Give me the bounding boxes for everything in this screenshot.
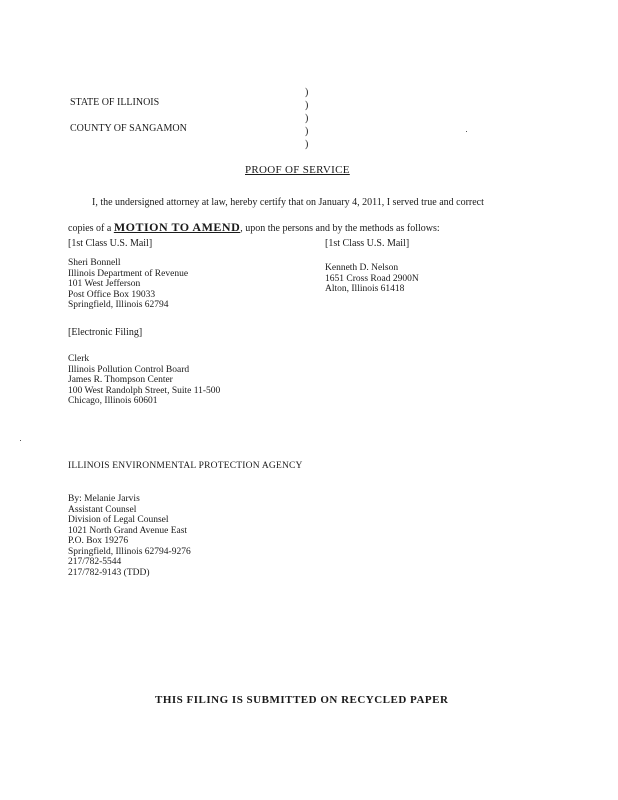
signature-line: By: Melanie Jarvis bbox=[68, 494, 140, 504]
address-line: Alton, Illinois 61418 bbox=[325, 284, 405, 294]
address-line: Chicago, Illinois 60601 bbox=[68, 396, 158, 406]
signature-line: Division of Legal Counsel bbox=[68, 515, 169, 525]
address-line: 1651 Cross Road 2900N bbox=[325, 273, 419, 284]
state-caption: STATE OF ILLINOIS bbox=[70, 97, 160, 108]
signature-line: Springfield, Illinois 62794-9276 bbox=[68, 546, 191, 557]
signature-block bbox=[68, 494, 191, 578]
certification-line-1: I, the undersigned attorney at law, hereby certify that on January 4, 2011, I served true and correct bbox=[92, 197, 484, 208]
address-line: Sheri Bonnell bbox=[68, 258, 121, 268]
county-caption: COUNTY OF SANGAMON bbox=[70, 123, 187, 134]
address-line: Clerk bbox=[68, 354, 90, 364]
signature-line: 217/782-9143 (TDD) bbox=[68, 567, 150, 578]
signature-line: 1021 North Grand Avenue East bbox=[68, 525, 188, 536]
signature-line: Assistant Counsel bbox=[68, 504, 137, 515]
address-line: Post Office Box 19033 bbox=[68, 289, 156, 300]
agency-name: ILLINOIS ENVIRONMENTAL PROTECTION AGENCY bbox=[68, 461, 303, 471]
caption-paren: ) bbox=[305, 113, 309, 124]
caption-paren: ) bbox=[305, 126, 309, 137]
signature-line: P.O. Box 19276 bbox=[68, 536, 129, 546]
address-line: Illinois Pollution Control Board bbox=[68, 364, 190, 375]
address-line: James R. Thompson Center bbox=[68, 375, 173, 385]
motion-title: MOTION TO AMEND bbox=[113, 220, 241, 234]
address-line: 101 West Jefferson bbox=[68, 279, 141, 289]
caption-paren: ) bbox=[305, 100, 309, 111]
service-method-left: [1st Class U.S. Mail] bbox=[68, 238, 153, 249]
certification-prefix: copies of a bbox=[68, 223, 112, 234]
recycled-paper-notice: THIS FILING IS SUBMITTED ON RECYCLED PAPER bbox=[155, 694, 449, 706]
document-title: PROOF OF SERVICE bbox=[245, 164, 350, 176]
address-line: Springfield, Illinois 62794 bbox=[68, 300, 169, 310]
caption-paren: ) bbox=[305, 139, 309, 150]
scan-speck bbox=[20, 440, 21, 441]
service-method-electronic: [Electronic Filing] bbox=[68, 327, 143, 338]
scan-speck bbox=[466, 131, 467, 132]
address-line: Illinois Department of Revenue bbox=[68, 268, 189, 279]
address-line: Kenneth D. Nelson bbox=[325, 263, 399, 273]
address-line: 100 West Randolph Street, Suite 11-500 bbox=[68, 385, 221, 396]
signature-line: 217/782-5544 bbox=[68, 557, 122, 567]
certification-line-2 bbox=[68, 220, 440, 235]
certification-suffix: , upon the persons and by the methods as follows: bbox=[240, 223, 440, 234]
service-method-right: [1st Class U.S. Mail] bbox=[325, 238, 410, 249]
recipient-right bbox=[325, 263, 419, 295]
recipient-clerk bbox=[68, 354, 220, 407]
caption-paren: ) bbox=[305, 87, 309, 98]
recipient-left bbox=[68, 258, 188, 311]
